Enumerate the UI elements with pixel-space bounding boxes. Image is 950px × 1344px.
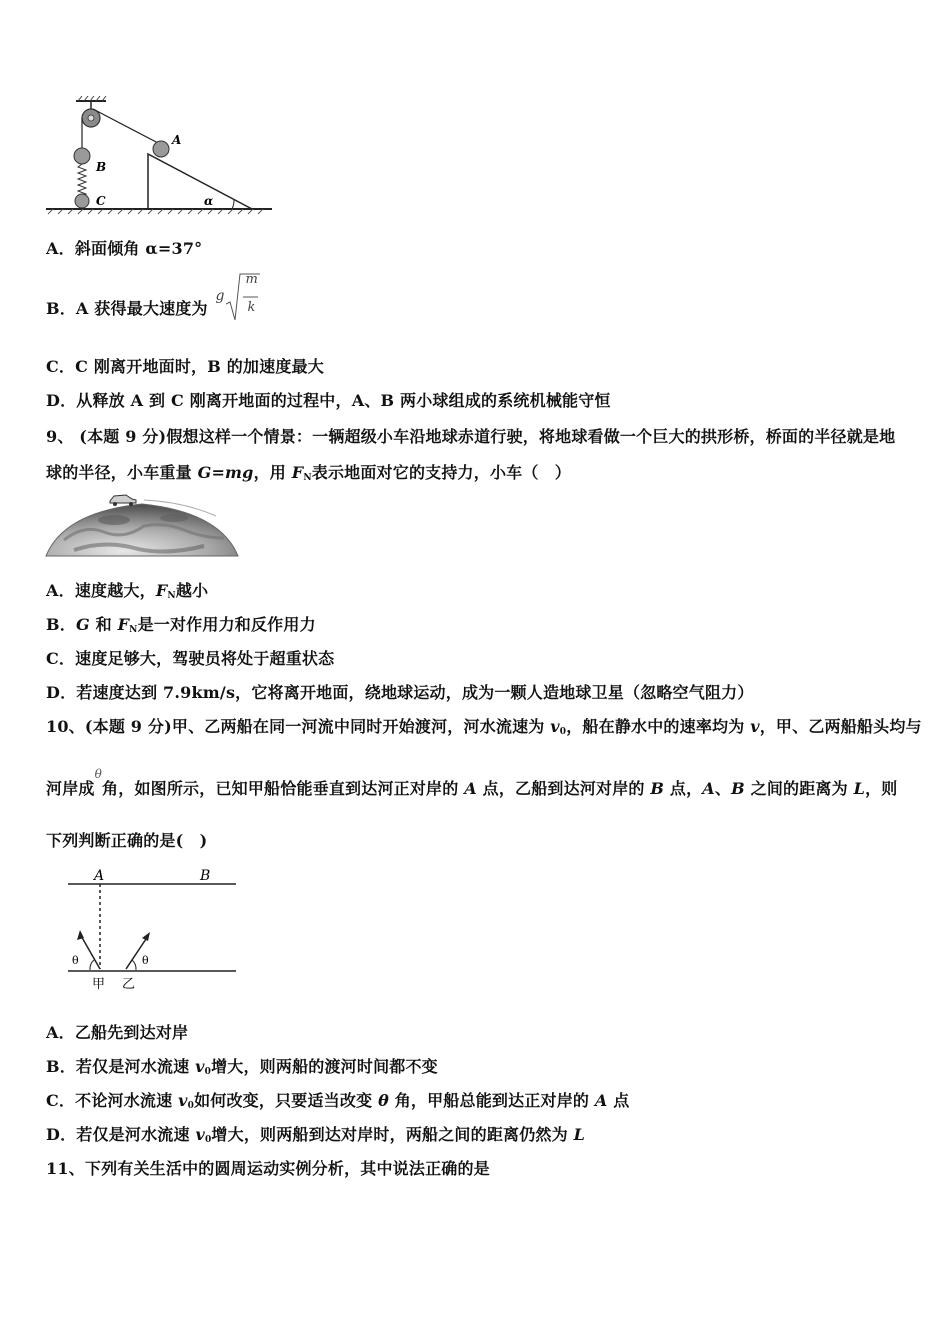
q10-text-d: 河岸成 (46, 779, 95, 798)
q10-option-a: A．乙船先到达对岸 (46, 1023, 189, 1042)
q9-opt-b-f: F (117, 615, 130, 634)
q10-opt-c-a: A (594, 1091, 608, 1110)
q10-opt-b-post: 增大，则两船的渡河时间都不变 (211, 1057, 438, 1076)
q9-text-c: 表示地面对它的支持力，小车（ ） (311, 463, 571, 482)
pulley-incline-figure (44, 96, 276, 218)
q10-opt-d-l: L (573, 1125, 586, 1144)
q10-opt-c-sub: 0 (187, 1101, 195, 1111)
fig-label-theta2: θ (142, 954, 149, 967)
q10-text-e: 角，如图所示，已知甲船恰能垂直到达河正对岸的 (102, 779, 465, 798)
q9-opt-a-f: F (155, 581, 168, 600)
q10-opt-d-v: v (195, 1125, 205, 1144)
q9-opt-b-post: 是一对作用力和反作用力 (137, 615, 316, 634)
q9-opt-a-post: 越小 (175, 581, 209, 600)
q10-opt-c-mid: 如何改变，只要适当改变 (194, 1091, 379, 1110)
q9-text-b: ，用 (253, 463, 292, 482)
q10-opt-d-mid: 增大，则两船到达对岸时，两船之间的距离仍然为 (211, 1125, 574, 1144)
q10-stem-line1 (46, 714, 922, 737)
q10-v: v (750, 717, 760, 736)
q10-theta: θ (94, 767, 103, 781)
q10-v0-sub: 0 (559, 727, 567, 737)
q9-f-symbol: F (291, 463, 304, 482)
sqrt-formula (214, 272, 262, 316)
fig-label-b: B (200, 868, 211, 884)
q10-point-a: A (464, 779, 477, 798)
q9-stem-line2 (46, 460, 571, 483)
q8-option-d: D．从释放 A 到 C 刚离开地面的过程中，A、B 两小球组成的系统机械能守恒 (46, 391, 611, 410)
q8-option-b (46, 272, 262, 319)
q10-option-d (46, 1122, 585, 1145)
q10-point-a2: A (702, 779, 715, 798)
q9-option-d: D．若速度达到 7.9km/s，它将离开地面，绕地球运动，成为一颗人造地球卫星（忽略空气阻力） (46, 683, 754, 702)
q9-option-a (46, 578, 208, 601)
q10-opt-d-sub: 0 (204, 1135, 212, 1145)
q10-opt-b-sub: 0 (204, 1067, 212, 1077)
label-a: A (172, 133, 182, 147)
q10-text-a: 10、(本题 9 分)甲、乙两船在同一河流中同时开始渡河，河水流速为 (46, 717, 551, 736)
q9-option-c: C．速度足够大，驾驶员将处于超重状态 (46, 649, 335, 668)
q10-stem-line3: 下列判断正确的是( ) (46, 831, 208, 850)
ball-b (74, 148, 90, 164)
q10-text-g: 点， (664, 779, 703, 798)
q10-opt-c-theta: θ (378, 1091, 389, 1110)
q9-option-b (46, 612, 316, 635)
label-b: B (96, 160, 107, 174)
formula-k: k (247, 300, 256, 315)
q8-option-a: A．斜面倾角 α=37° (46, 239, 203, 258)
fig-label-a: A (94, 868, 105, 884)
q10-opt-c-pre: C．不论河水流速 (46, 1091, 179, 1110)
q10-opt-c-v: v (178, 1091, 188, 1110)
label-alpha: α (204, 194, 214, 208)
q9-opt-b-g: G (75, 615, 90, 634)
q10-opt-c-post: 点 (607, 1091, 630, 1110)
q10-opt-b-v: v (195, 1057, 205, 1076)
fig-label-jia: 甲 (92, 977, 106, 992)
q9-f-sub: N (303, 473, 312, 483)
q10-text-i: 之间的距离为 (744, 779, 854, 798)
fig-label-theta1: θ (72, 954, 79, 967)
q10-text-c: ，甲、乙两船船头均与 (759, 717, 922, 736)
q10-option-c (46, 1088, 630, 1111)
q9-opt-b-sub: N (129, 625, 138, 635)
q10-point-b: B (650, 779, 665, 798)
q9-opt-a-sub: N (167, 591, 176, 601)
q10-v0: v (550, 717, 560, 736)
q9-opt-b-pre: B． (46, 615, 76, 634)
q10-opt-c-mid2: 角，甲船总能到达正对岸的 (388, 1091, 595, 1110)
river-figure (64, 864, 242, 994)
q9-text-a: 球的半径，小车重量 (46, 463, 198, 482)
q10-stem-line2 (46, 767, 898, 799)
q9-opt-b-mid: 和 (89, 615, 118, 634)
ball-a (153, 141, 169, 157)
q10-opt-d-pre: D．若仅是河水流速 (46, 1125, 196, 1144)
q11-stem: 11、下列有关生活中的圆周运动实例分析，其中说法正确的是 (46, 1159, 490, 1178)
q10-text-j: ，则 (865, 779, 898, 798)
q10-opt-b-pre: B．若仅是河水流速 (46, 1057, 196, 1076)
formula-m: m (245, 272, 259, 287)
q10-text-h: 、 (714, 779, 732, 798)
q10-l: L (853, 779, 866, 798)
earth-figure (44, 490, 240, 558)
formula-g: g (215, 288, 225, 304)
q9-g-formula: G=mg (197, 463, 254, 482)
q8-option-c: C．C 刚离开地面时，B 的加速度最大 (46, 357, 324, 376)
car-icon (110, 495, 136, 506)
q10-text-b: ，船在静水中的速率均为 (566, 717, 751, 736)
fig-label-yi: 乙 (122, 977, 136, 992)
q10-point-b2: B (731, 779, 745, 798)
q10-text-f: 点，乙船到达河对岸的 (476, 779, 651, 798)
q9-stem-line1: 9、 (本题 9 分)假想这样一个情景：一辆超级小车沿地球赤道行驶，将地球看做一个巨大的拱形桥，桥面的半径就是地 (46, 427, 896, 446)
q9-opt-a-pre: A．速度越大， (46, 581, 156, 600)
label-c: C (96, 194, 106, 208)
incline (148, 154, 252, 209)
q10-option-b (46, 1054, 438, 1077)
ball-c (75, 194, 89, 208)
q8-option-b-text: B．A 获得最大速度为 (46, 299, 208, 318)
